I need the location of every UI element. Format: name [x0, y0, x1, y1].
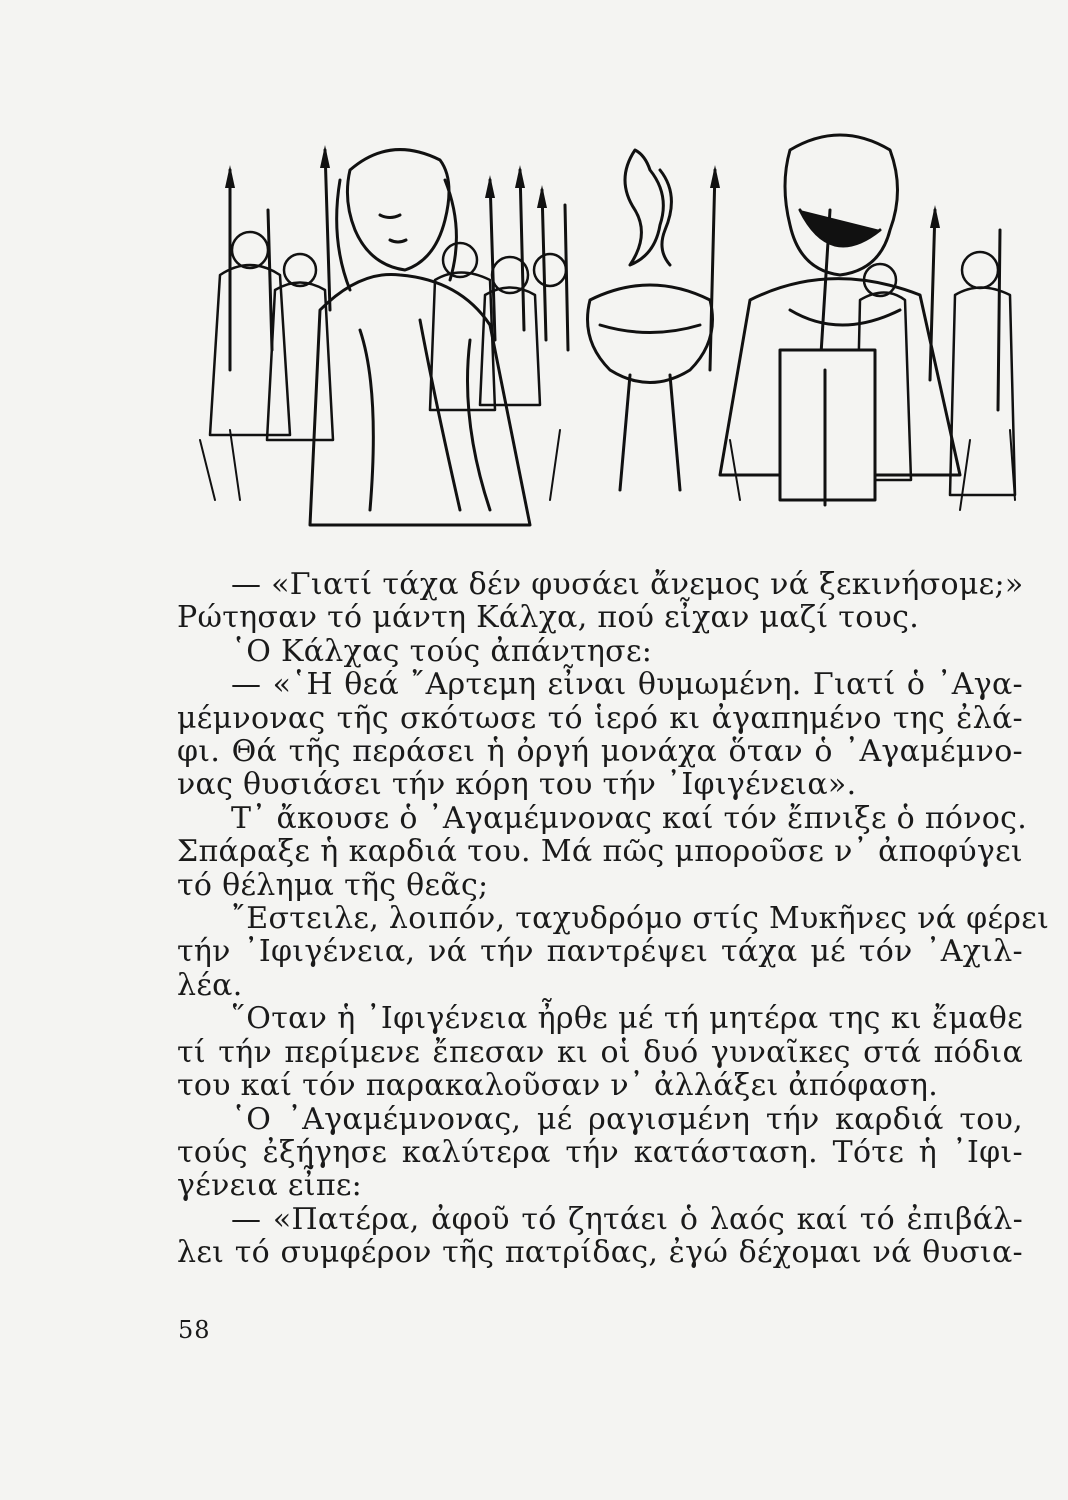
text-line: γένεια εἶπε:	[177, 1168, 363, 1204]
text-line: ῞Οταν ἡ ᾽Ιφιγένεια ἦρθε μέ τή μητέρα της κι ἔμαθε	[231, 1001, 1023, 1037]
text-line: του καί τόν παρακαλοῦσαν ν᾽ ἀλλάξει ἀπόφαση.	[177, 1068, 939, 1104]
text-line: τούς ἐξήγησε καλύτερα τήν κατάσταση. Τότε ἡ ᾽Ιφι-	[177, 1134, 1023, 1170]
spear-tips	[225, 145, 940, 228]
text-line: λέα.	[177, 967, 243, 1003]
text-line: Τ᾽ ἄκουσε ὁ ᾽Αγαμέμνονας καί τόν ἔπνιξε ὁ πόνος.	[231, 800, 1028, 836]
text-line: ῎Εστειλε, λοιπόν, ταχυδρόμο στίς Μυκῆνες νά φέρει	[231, 901, 1050, 937]
text-line: φι. Θά τῆς περάσει ἡ ὀργή μονάχα ὅταν ὁ ᾽Αγαμέμνο-	[177, 734, 1023, 770]
figure-agamemnon	[720, 135, 960, 505]
text-line: ῾Ο Κάλχας τούς ἀπάντησε:	[231, 633, 653, 669]
text-line: — «῾Η θεά ῎Αρτεμη εἶναι θυμωμένη. Γιατί ὁ ᾽Αγα-	[231, 667, 1023, 703]
text-line: μέμνονας τῆς σκότωσε τό ἱερό κι ἀγαπημένο της ἐλά-	[177, 700, 1023, 736]
text-line: ῾Ο ᾽Αγαμέμνονας, μέ ραγισμένη τήν καρδιά του,	[231, 1101, 1023, 1137]
text-line: Ρώτησαν τό μάντη Κάλχα, πού εἶχαν μαζί τους.	[177, 600, 920, 636]
altar-fire-bowl	[588, 150, 713, 490]
text-line: — «Πατέρα, ἀφοῦ τό ζητάει ὁ λαός καί τό ἐπιβάλ-	[231, 1201, 1023, 1237]
text-line: λει τό συμφέρον τῆς πατρίδας, ἐγώ δέχομαι νά θυσια-	[177, 1235, 1023, 1271]
text-line: Σπάραξε ἡ καρδιά του. Μά πῶς μποροῦσε ν᾽ ἀποφύγει	[177, 834, 1023, 870]
text-line: νας θυσιάσει τήν κόρη του τήν ᾽Ιφιγένεια».	[177, 767, 857, 803]
text-line: — «Γιατί τάχα δέν φυσάει ἄνεμος νά ξεκινήσομε;»	[231, 567, 1024, 602]
page-number: 58	[178, 1316, 211, 1344]
text-line: τήν ᾽Ιφιγένεια, νά τήν παντρέψει τάχα μέ τόν ᾽Αχιλ-	[177, 934, 1023, 970]
illustration-ink-drawing	[190, 110, 1030, 530]
soldiers-background	[210, 232, 1015, 495]
text-line: τό θέλημα τῆς θεᾶς;	[177, 867, 489, 903]
figure-iphigenia	[310, 150, 530, 525]
body-text	[177, 567, 1050, 1271]
text-line: τί τήν περίμενε ἔπεσαν κι οἱ δυό γυναῖκες στά πόδια	[177, 1034, 1023, 1070]
ground-hatching	[200, 430, 1015, 510]
